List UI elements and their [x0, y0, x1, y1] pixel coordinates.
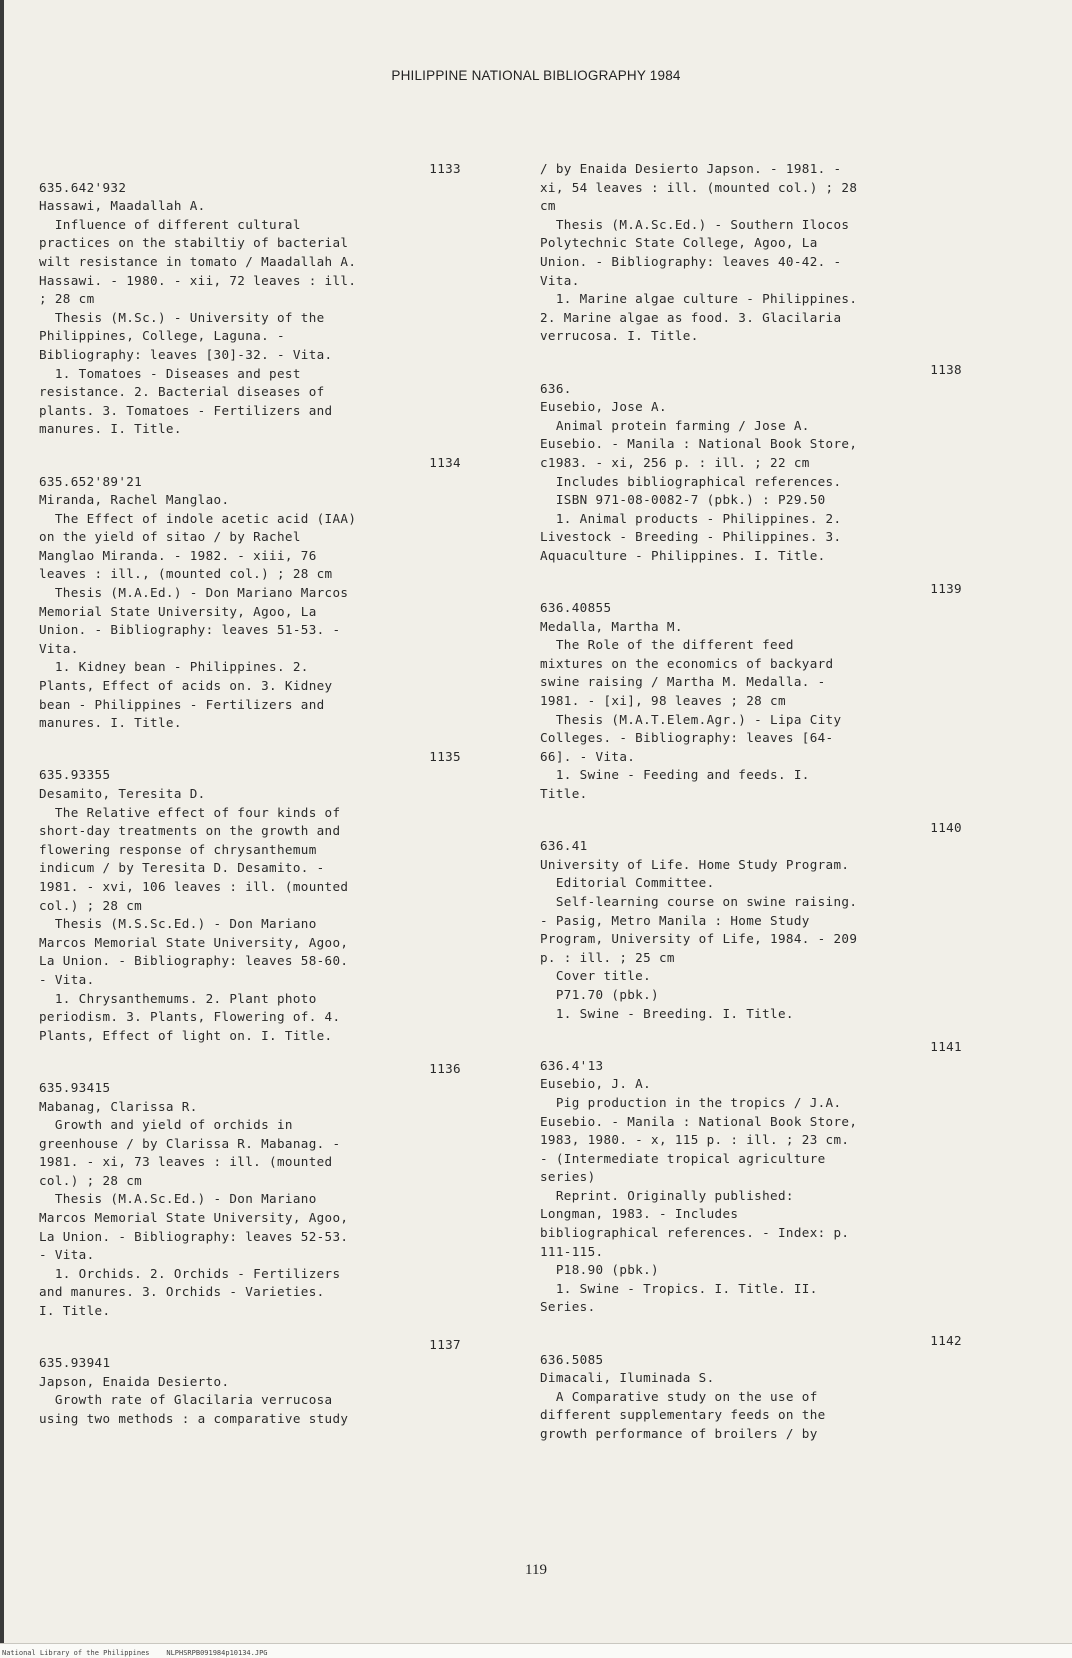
- entry-line: ; 28 cm: [39, 291, 95, 307]
- entry-line: 1981. - [xi], 98 leaves ; 28 cm: [540, 693, 786, 709]
- entry-line: Union. - Bibliography: leaves 40-42. -: [540, 253, 842, 269]
- bib-entry: [540, 361, 962, 566]
- entry-line: Polytechnic State College, Agoo, La: [540, 235, 818, 251]
- entry-line: Hassawi. - 1980. - xii, 72 leaves : ill.: [39, 272, 357, 288]
- entry-line: The Effect of indole acetic acid (IAA): [39, 510, 357, 526]
- entry-line: La Union. - Bibliography: leaves 52-53.: [39, 1228, 349, 1244]
- entry-line: Growth and yield of orchids in: [39, 1117, 293, 1133]
- entry-line: Miranda, Rachel Manglao.: [39, 492, 230, 508]
- entry-line: 1. Swine - Breeding. I. Title.: [540, 1005, 794, 1021]
- entry-line: plants. 3. Tomatoes - Fertilizers and: [39, 402, 333, 418]
- entry-line: Dimacali, Iluminada S.: [540, 1370, 715, 1386]
- entry-line: Reprint. Originally published:: [540, 1187, 794, 1203]
- entry-gap: [540, 1317, 962, 1332]
- entry-line: manures. I. Title.: [39, 715, 182, 731]
- entry-line: Cover title.: [540, 968, 652, 984]
- entry-line: Thesis (M.Sc.) - University of the: [39, 309, 325, 325]
- entry-line: indicum / by Teresita D. Desamito. -: [39, 860, 325, 876]
- entry-line: Desamito, Teresita D.: [39, 786, 206, 801]
- entry-gap: [39, 1321, 461, 1336]
- entry-line: Series.: [540, 1299, 596, 1315]
- entry-line: bibliographical references. - Index: p.: [540, 1225, 850, 1241]
- entry-gap: [39, 1045, 461, 1060]
- entry-line: 66]. - Vita.: [540, 748, 636, 764]
- entry-line: xi, 54 leaves : ill. (mounted col.) ; 28: [540, 179, 858, 195]
- entry-line: Editorial Committee.: [540, 875, 715, 891]
- entry-line: A Comparative study on the use of: [540, 1388, 818, 1404]
- entry-line: Bibliography: leaves [30]-32. - Vita.: [39, 346, 333, 362]
- entry-line: Memorial State University, Agoo, La: [39, 603, 317, 619]
- call-number: 635.93355: [39, 767, 111, 783]
- entry-line: Animal protein farming / Jose A.: [540, 417, 810, 433]
- entry-line: P71.70 (pbk.): [540, 986, 659, 1002]
- page-edge: [0, 0, 4, 1658]
- entry-line: Thesis (M.A.Sc.Ed.) - Southern Ilocos: [540, 216, 850, 232]
- entry-line: Union. - Bibliography: leaves 51-53. -: [39, 622, 341, 638]
- entry-line: 1. Animal products - Philippines. 2.: [540, 510, 842, 526]
- bib-entry: [39, 160, 461, 439]
- entry-line: Growth rate of Glacilaria verrucosa: [39, 1392, 333, 1408]
- entry-line: verrucosa. I. Title.: [540, 328, 699, 344]
- entry-line: Includes bibliographical references.: [540, 473, 842, 489]
- call-number: 636.4'13: [540, 1057, 604, 1073]
- entry-line: Hassawi, Maadallah A.: [39, 198, 206, 214]
- entry-line: Marcos Memorial State University, Agoo,: [39, 934, 349, 950]
- entry-number: 1133: [429, 161, 461, 176]
- entry-gap: [540, 1023, 962, 1038]
- entry-gap: [540, 346, 962, 361]
- entry-line: The Relative effect of four kinds of: [39, 804, 341, 820]
- entry-line: 1. Swine - Tropics. I. Title. II.: [540, 1280, 818, 1296]
- bib-entry: [39, 748, 461, 1046]
- entry-gap: [39, 733, 461, 748]
- entry-line: I. Title.: [39, 1303, 111, 1319]
- entry-line: Aquaculture - Philippines. I. Title.: [540, 547, 826, 563]
- footer-credit: National Library of the Philippines NLPHSRPB091984p10134.JPG: [2, 1649, 268, 1657]
- bib-entry: [540, 160, 962, 346]
- entry-line: 1. Kidney bean - Philippines. 2.: [39, 659, 309, 675]
- entry-line: 1981. - xi, 73 leaves : ill. (mounted: [39, 1154, 333, 1170]
- call-number: 635.93415: [39, 1079, 111, 1095]
- entry-line: Colleges. - Bibliography: leaves [64-: [540, 730, 834, 746]
- bib-entry: [540, 1332, 962, 1444]
- call-number: 636.41: [540, 838, 588, 854]
- entry-line: Japson, Enaida Desierto.: [39, 1373, 230, 1389]
- entry-line: flowering response of chrysanthemum: [39, 841, 317, 857]
- entry-line: Plants, Effect of acids on. 3. Kidney: [39, 678, 333, 694]
- entry-line: The Role of the different feed: [540, 637, 794, 653]
- entry-line: 1. Marine algae culture - Philippines.: [540, 291, 858, 307]
- entry-line: - (Intermediate tropical agriculture: [540, 1150, 826, 1166]
- entry-line: Vita.: [39, 640, 79, 656]
- entry-number: 1134: [429, 454, 461, 470]
- bib-entry: [39, 1060, 461, 1320]
- entry-number: 1140: [930, 819, 962, 835]
- entry-line: La Union. - Bibliography: leaves 58-60.: [39, 953, 349, 969]
- entry-line: p. : ill. ; 25 cm: [540, 949, 675, 965]
- entry-line: Thesis (M.A.T.Elem.Agr.) - Lipa City: [540, 711, 842, 727]
- entry-line: Eusebio, J. A.: [540, 1076, 652, 1092]
- entry-line: Thesis (M.A.Sc.Ed.) - Don Mariano: [39, 1191, 317, 1207]
- entry-line: Program, University of Life, 1984. - 209: [540, 931, 858, 947]
- entry-line: Vita.: [540, 272, 580, 288]
- bib-entry: [540, 580, 962, 803]
- entry-line: Mabanag, Clarissa R.: [39, 1098, 198, 1114]
- entry-number: 1139: [930, 581, 962, 597]
- entry-line: col.) ; 28 cm: [39, 897, 143, 913]
- entry-line: Medalla, Martha M.: [540, 618, 683, 634]
- entry-gap: [540, 565, 962, 580]
- entry-line: - Pasig, Metro Manila : Home Study: [540, 912, 810, 928]
- entry-line: bean - Philippines - Fertilizers and: [39, 696, 325, 712]
- entry-number: 1142: [930, 1333, 962, 1349]
- entry-line: cm: [540, 198, 556, 214]
- page-header: PHILIPPINE NATIONAL BIBLIOGRAPHY 1984: [391, 68, 681, 83]
- entry-line: - Vita.: [39, 971, 95, 987]
- entry-line: Plants, Effect of light on. I. Title.: [39, 1027, 333, 1043]
- entry-line: manures. I. Title.: [39, 421, 182, 437]
- entry-line: 1. Chrysanthemums. 2. Plant photo: [39, 990, 317, 1006]
- entry-line: greenhouse / by Clarissa R. Mabanag. -: [39, 1135, 341, 1151]
- entry-line: col.) ; 28 cm: [39, 1172, 143, 1188]
- entry-line: - Vita.: [39, 1247, 95, 1263]
- entry-number: 1135: [429, 748, 461, 764]
- entry-line: Philippines, College, Laguna. -: [39, 328, 285, 344]
- entry-line: short-day treatments on the growth and: [39, 823, 341, 839]
- bib-entry: [540, 819, 962, 1024]
- entry-line: periodism. 3. Plants, Flowering of. 4.: [39, 1009, 341, 1025]
- entry-line: 2. Marine algae as food. 3. Glacilaria: [540, 309, 842, 325]
- entry-gap: [540, 804, 962, 819]
- entry-line: Longman, 1983. - Includes: [540, 1206, 739, 1222]
- entry-line: / by Enaida Desierto Japson. - 1981. -: [540, 161, 842, 176]
- call-number: 636.5085: [540, 1351, 604, 1367]
- entry-line: 1. Orchids. 2. Orchids - Fertilizers: [39, 1265, 341, 1281]
- entry-number: 1137: [429, 1336, 461, 1352]
- entry-line: series): [540, 1169, 596, 1185]
- call-number: 635.642'932: [39, 179, 127, 195]
- bib-entry: [39, 454, 461, 733]
- entry-line: using two methods : a comparative study: [39, 1411, 349, 1426]
- page-number: 119: [525, 1562, 547, 1578]
- entry-line: 1983, 1980. - x, 115 p. : ill. ; 23 cm.: [540, 1132, 850, 1148]
- call-number: 636.: [540, 380, 572, 396]
- entry-line: leaves : ill., (mounted col.) ; 28 cm: [39, 566, 333, 582]
- entry-line: Eusebio, Jose A.: [540, 399, 667, 415]
- entry-line: swine raising / Martha M. Medalla. -: [540, 674, 826, 690]
- footer-strip: [0, 1643, 1072, 1658]
- right-column: [540, 160, 962, 1444]
- entry-line: Manglao Miranda. - 1982. - xiii, 76: [39, 547, 317, 563]
- entry-line: 1. Swine - Feeding and feeds. I.: [540, 767, 810, 783]
- entry-gap: [39, 439, 461, 454]
- entry-number: 1136: [429, 1061, 461, 1077]
- call-number: 635.652'89'21: [39, 473, 143, 489]
- entry-line: on the yield of sitao / by Rachel: [39, 529, 301, 545]
- entry-line: 111-115.: [540, 1243, 604, 1259]
- entry-line: P18.90 (pbk.): [540, 1262, 659, 1278]
- entry-line: resistance. 2. Bacterial diseases of: [39, 384, 325, 400]
- entry-line: c1983. - xi, 256 p. : ill. ; 22 cm: [540, 454, 810, 470]
- entry-line: Eusebio. - Manila : National Book Store,: [540, 1113, 858, 1129]
- entry-line: Title.: [540, 786, 588, 801]
- entry-line: Marcos Memorial State University, Agoo,: [39, 1210, 349, 1226]
- left-column: [39, 160, 461, 1429]
- entry-number: 1138: [930, 361, 962, 377]
- entry-line: 1981. - xvi, 106 leaves : ill. (mounted: [39, 878, 349, 894]
- entry-line: Eusebio. - Manila : National Book Store,: [540, 436, 858, 452]
- entry-line: ISBN 971-08-0082-7 (pbk.) : P29.50: [540, 492, 826, 508]
- entry-line: and manures. 3. Orchids - Varieties.: [39, 1284, 325, 1300]
- entry-number: 1141: [930, 1039, 962, 1055]
- entry-line: 1. Tomatoes - Diseases and pest: [39, 365, 301, 381]
- call-number: 636.40855: [540, 600, 612, 616]
- entry-line: practices on the stabiltiy of bacterial: [39, 235, 349, 251]
- bib-entry: [540, 1038, 962, 1317]
- entry-line: Self-learning course on swine raising.: [540, 893, 858, 909]
- bib-entry: [39, 1336, 461, 1429]
- entry-line: Influence of different cultural: [39, 216, 301, 232]
- call-number: 635.93941: [39, 1355, 111, 1371]
- entry-line: University of Life. Home Study Program.: [540, 856, 850, 872]
- entry-line: wilt resistance in tomato / Maadallah A.: [39, 253, 357, 269]
- entry-line: different supplementary feeds on the: [540, 1407, 826, 1423]
- entry-line: growth performance of broilers / by: [540, 1426, 818, 1441]
- entry-line: Thesis (M.A.Ed.) - Don Mariano Marcos: [39, 585, 349, 601]
- entry-line: Livestock - Breeding - Philippines. 3.: [540, 529, 842, 545]
- entry-line: mixtures on the economics of backyard: [540, 655, 834, 671]
- entry-line: Thesis (M.S.Sc.Ed.) - Don Mariano: [39, 916, 317, 932]
- entry-line: Pig production in the tropics / J.A.: [540, 1094, 842, 1110]
